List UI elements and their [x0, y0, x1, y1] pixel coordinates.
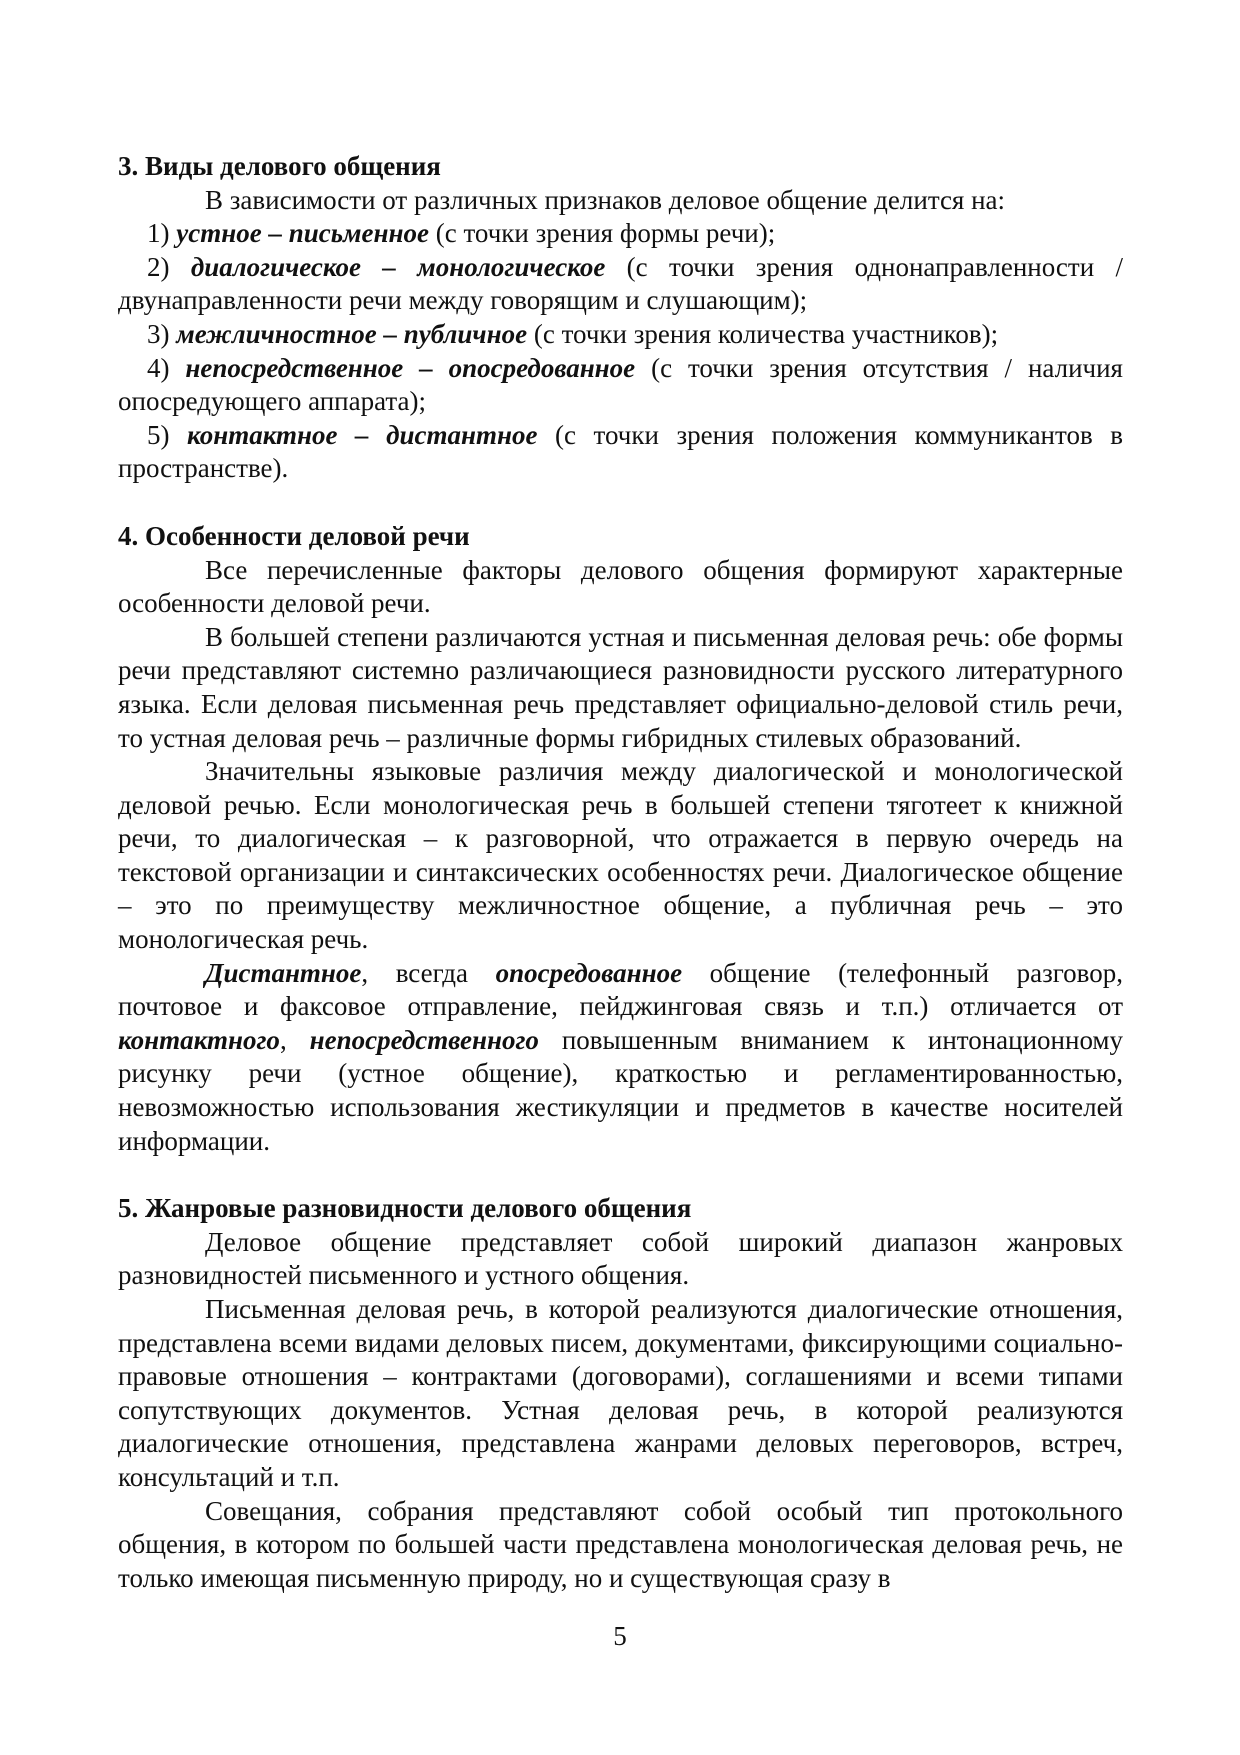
section-5-paragraph-3: Совещания, собрания представляют собой особый тип протокольного общения, в котором по большей части представлена монологическая деловая речь, не только имеющая письменную природу, но и существующая сразу в [118, 1495, 1123, 1593]
section-5-paragraph-1: Деловое общение представляет собой широкий диапазон жанровых разновидностей письменного и устного общения. [118, 1226, 1123, 1291]
list-item-term: диалогическое – монологическое [190, 251, 606, 282]
section-4-paragraph-2: В большей степени различаются устная и письменная деловая речь: обе формы речи представляют системно различающиеся разновидности русского литературного языка. Если деловая письменная речь представляет официально-деловой стиль речи, то устная деловая речь – различные формы гибридных стилевых образований. [118, 621, 1123, 753]
emphasis-term: Дистантное [205, 957, 362, 988]
list-item-number: 4) [147, 352, 186, 383]
page-content [118, 150, 1123, 1595]
list-item-number: 3) [147, 318, 177, 349]
list-item-number: 2) [147, 251, 191, 282]
paragraph-text: повышенным вниманием к интонационному рисунку речи (устное общение), краткостью и регламентированностью, невозможностью использования жестикуляции и предметов в качестве носителей информации. [118, 1024, 1124, 1156]
page-number: 5 [613, 1621, 627, 1651]
section-5-heading: 5. Жанровые разновидности делового общения [118, 1193, 692, 1224]
list-item-number: 1) [147, 218, 177, 249]
list-item-3 [118, 318, 1123, 352]
paragraph-text: , [279, 1024, 310, 1055]
section-5-paragraph-2: Письменная деловая речь, в которой реализуются диалогические отношения, представлена всеми видами деловых писем, документами, фиксирующими социально-правовые отношения – контрактами (договорами), соглашениями и всеми типами сопутствующих документов. Устная деловая речь, в которой реализуются диалогические отношения, представлена жанрами деловых переговоров, встреч, консультаций и т.п. [118, 1294, 1123, 1492]
emphasis-term: опосредованное [495, 957, 683, 988]
section-4-heading: 4. Особенности деловой речи [118, 520, 470, 551]
emphasis-term: контактного [118, 1024, 280, 1055]
list-item-2 [118, 251, 1123, 318]
list-item-description: (с точки зрения отсутствия / наличия опосредующего аппарата); [118, 352, 1123, 417]
list-item-description: (с точки зрения количества участников); [527, 318, 999, 349]
list-item-description: (с точки зрения положения коммуникантов в пространстве). [118, 419, 1123, 484]
list-item-5 [118, 419, 1123, 486]
list-item-number: 5) [147, 419, 188, 450]
emphasis-term: непосредственного [309, 1024, 539, 1055]
section-gap [118, 1158, 1123, 1192]
section-3-heading: 3. Виды делового общения [118, 151, 441, 181]
paragraph-text: общение (телефонный разговор, почтовое и факсовое отправление, пейджинговая связь и т.п.) отличается от [118, 957, 1123, 1022]
list-item-term: контактное – дистантное [187, 419, 538, 450]
section-gap [118, 486, 1123, 520]
list-item-1 [118, 217, 1123, 251]
list-item-description: (с точки зрения однонаправленности / двунаправленности речи между говорящим и слушающим); [118, 251, 1124, 316]
section-4-paragraph-4 [118, 957, 1123, 1159]
list-item-term: межличностное – публичное [176, 318, 528, 349]
list-item-term: устное – письменное [176, 218, 429, 249]
paragraph-text: , всегда [361, 957, 496, 988]
section-4-paragraph-1: Все перечисленные факторы делового общения формируют характерные особенности деловой речи. [118, 554, 1123, 619]
section-3-intro: В зависимости от различных признаков деловое общение делится на: [205, 184, 1006, 215]
list-item-description: (с точки зрения формы речи); [429, 218, 776, 249]
list-item-4 [118, 352, 1123, 419]
section-4-paragraph-3: Значительны языковые различия между диалогической и монологической деловой речью. Если монологическая речь в большей степени тяготеет к книжной речи, то диалогическая – к разговорной, что отражается в первую очередь на текстовой организации и синтаксических особенностях речи. Диалогическое общение – это по преимуществу межличностное общение, а публичная речь – это монологическая речь. [118, 756, 1123, 955]
list-item-term: непосредственное – опосредованное [185, 352, 636, 383]
